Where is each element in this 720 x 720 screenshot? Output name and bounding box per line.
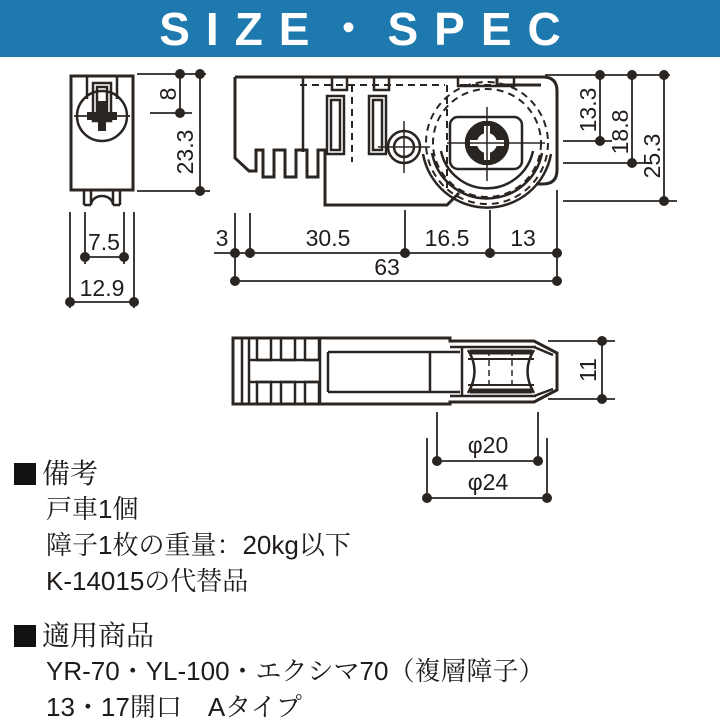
square-bullet-icon — [14, 463, 36, 485]
dim-13-3-label: 13.3 — [575, 87, 601, 133]
products-section — [14, 620, 544, 720]
page-title: SIZE・SPEC — [159, 2, 577, 55]
dim-dia-20-label: φ20 — [467, 432, 509, 458]
note-line: 戸車1個 — [46, 494, 139, 524]
dim-23-3-label: 23.3 — [172, 129, 198, 175]
dim-13-label: 13 — [510, 225, 536, 251]
roller-tread — [468, 350, 534, 393]
product-line: YR-70・YL-100・エクシマ70（複層障子） — [46, 656, 545, 686]
dim-3-label: 3 — [215, 225, 229, 251]
dim-30-5-label: 30.5 — [305, 225, 351, 251]
side-view — [235, 77, 557, 208]
products-heading: 適用商品 — [42, 620, 155, 651]
plan-view — [233, 338, 557, 404]
dim-dia-24-label: φ24 — [467, 469, 509, 495]
note-line: K-14015の代替品 — [46, 566, 249, 596]
note-line: 障子1枚の重量：20kg以下 — [46, 530, 351, 560]
dim-11-label: 11 — [575, 358, 601, 382]
dim-12-9-label: 12.9 — [79, 275, 125, 301]
product-line: 13・17開口 Aタイプ — [46, 692, 302, 720]
dim-8-label: 8 — [155, 87, 181, 101]
roller-wheel — [423, 107, 551, 208]
dim-7-5-label: 7.5 — [88, 229, 120, 255]
products-heading-row — [14, 620, 544, 652]
plan-view-dimensions — [422, 336, 615, 503]
dim-18-8-label: 18.8 — [607, 109, 633, 155]
front-view — [71, 76, 133, 205]
square-bullet-icon — [14, 625, 36, 647]
side-view-v-dimensions — [545, 70, 677, 206]
notes-heading-row — [14, 458, 351, 490]
dim-63-label: 63 — [374, 254, 400, 280]
dim-16-5-label: 16.5 — [424, 225, 470, 251]
notes-heading: 備考 — [42, 458, 99, 489]
dim-25-3-label: 25.3 — [639, 133, 665, 179]
notes-section — [14, 458, 351, 598]
